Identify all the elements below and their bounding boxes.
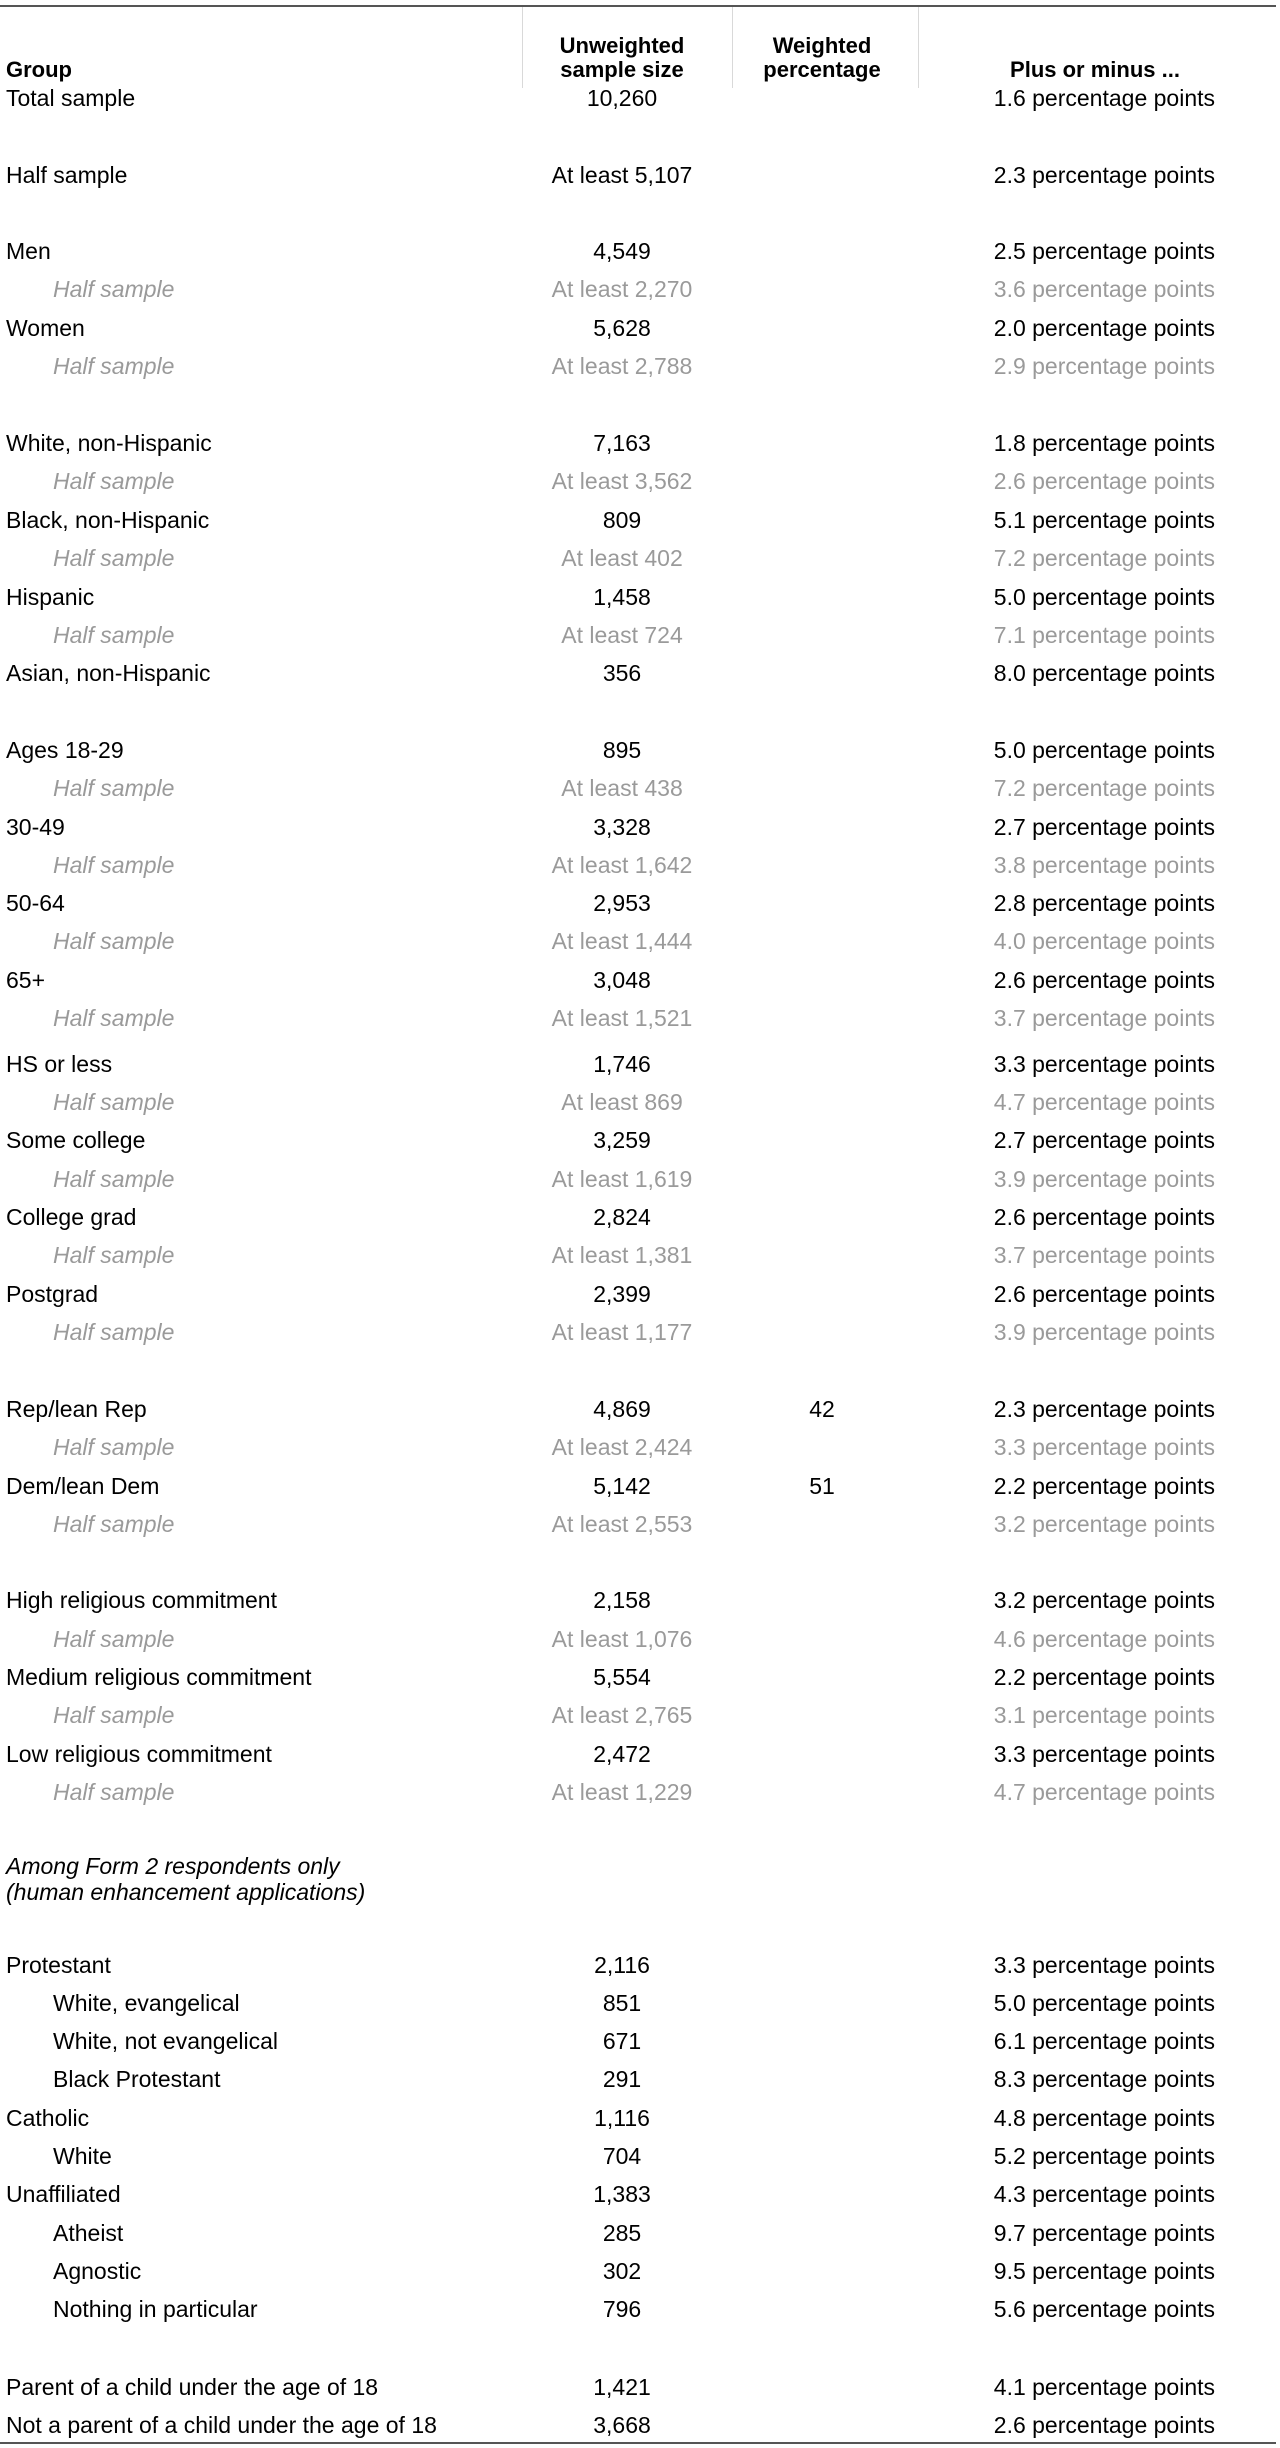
table-row (0, 347, 1276, 385)
margin-of-error-cell: 4.6 percentage points (993, 1626, 1215, 1652)
margin-of-error-cell: 8.0 percentage points (993, 660, 1215, 686)
margin-of-error-cell: 3.3 percentage points (993, 1434, 1215, 1460)
sample-size-cell: At least 3,562 (551, 468, 693, 494)
margin-of-error-cell: 2.0 percentage points (993, 315, 1215, 341)
table-row (0, 501, 1276, 539)
sample-size-cell: 2,399 (593, 1281, 651, 1307)
table-row (0, 1275, 1276, 1313)
sample-size-cell: 291 (602, 2066, 642, 2092)
margin-of-error-cell: 2.7 percentage points (993, 814, 1215, 840)
group-cell: Half sample (53, 928, 175, 954)
table-row (0, 2214, 1276, 2252)
header-group (6, 30, 306, 82)
group-cell: 65+ (6, 967, 46, 993)
group-cell: 50-64 (6, 890, 65, 916)
margin-of-error-cell: 1.8 percentage points (993, 430, 1215, 456)
margin-of-error-cell: 9.5 percentage points (993, 2258, 1215, 2284)
table-row (0, 1505, 1276, 1543)
sample-size-cell: 796 (602, 2296, 642, 2322)
sample-size-cell: 809 (602, 507, 642, 533)
header-unweighted-line2: sample size (560, 57, 684, 82)
group-cell: Half sample (53, 1319, 175, 1345)
margin-of-error-cell: 2.3 percentage points (993, 162, 1215, 188)
margin-of-error-cell: 6.1 percentage points (993, 2028, 1215, 2054)
margin-of-error-cell: 5.0 percentage points (993, 1990, 1215, 2016)
sample-size-cell: 1,116 (594, 2105, 650, 2131)
sample-size-cell: 5,554 (593, 1664, 651, 1690)
sample-size-cell: At least 1,076 (551, 1626, 693, 1652)
table-row (0, 539, 1276, 577)
table-row (0, 616, 1276, 654)
group-cell: White, non-Hispanic (6, 430, 212, 456)
sample-size-cell: 1,383 (593, 2181, 651, 2207)
table-row (0, 1735, 1276, 1773)
group-cell: Parent of a child under the age of 18 (6, 2374, 379, 2400)
margin-of-error-cell: 2.6 percentage points (993, 468, 1215, 494)
group-cell: Black Protestant (53, 2066, 221, 2092)
header-unweighted-line1: Unweighted (559, 33, 685, 58)
weighted-pct-cell: 42 (809, 1396, 835, 1422)
sample-size-cell: At least 869 (561, 1089, 683, 1115)
sample-size-cell: At least 5,107 (551, 162, 693, 188)
group-cell: Women (6, 315, 85, 341)
table-row (0, 2290, 1276, 2328)
weighted-pct-cell: 51 (809, 1473, 835, 1499)
margin-of-error-cell: 4.7 percentage points (993, 1089, 1215, 1115)
table-row (0, 1236, 1276, 1274)
sample-size-cell: 3,668 (593, 2412, 651, 2438)
form2-note (6, 1853, 365, 1905)
margin-of-error-cell: 2.8 percentage points (993, 890, 1215, 916)
margin-of-error-cell: 5.0 percentage points (993, 737, 1215, 763)
sample-size-cell: At least 1,444 (551, 928, 693, 954)
margin-of-error-cell: 4.3 percentage points (993, 2181, 1215, 2207)
table-row (0, 1121, 1276, 1159)
margin-of-error-cell: 7.1 percentage points (993, 622, 1215, 648)
table-row (0, 1390, 1276, 1428)
margin-of-error-cell: 2.9 percentage points (993, 353, 1215, 379)
margin-of-error-cell: 7.2 percentage points (993, 545, 1215, 571)
margin-of-error-cell: 2.6 percentage points (993, 1204, 1215, 1230)
table-row (0, 1773, 1276, 1811)
header-unweighted-sample-size (504, 30, 740, 82)
margin-of-error-cell: 4.7 percentage points (993, 1779, 1215, 1805)
group-cell: Agnostic (53, 2258, 142, 2284)
group-cell: 30-49 (6, 814, 65, 840)
margin-of-error-cell: 2.7 percentage points (993, 1127, 1215, 1153)
group-cell: Half sample (53, 1166, 175, 1192)
header-weighted-line1: Weighted (772, 33, 872, 58)
sample-size-cell: At least 1,381 (551, 1242, 693, 1268)
group-cell: Half sample (53, 276, 175, 302)
group-cell: Atheist (53, 2220, 124, 2246)
table-row (0, 424, 1276, 462)
table-row (0, 2022, 1276, 2060)
sample-size-cell: 10,260 (586, 85, 658, 111)
group-cell: Dem/lean Dem (6, 1473, 160, 1499)
table-row (0, 2368, 1276, 2406)
table-top-rule (0, 5, 1276, 7)
table-row (0, 462, 1276, 500)
table-row (0, 2406, 1276, 2444)
sample-size-cell: 7,163 (593, 430, 651, 456)
group-cell: Half sample (53, 1626, 175, 1652)
sample-size-cell: At least 402 (561, 545, 683, 571)
margin-of-error-cell: 5.2 percentage points (993, 2143, 1215, 2169)
form2-note-line1: Among Form 2 respondents only (6, 1853, 340, 1879)
margin-of-error-cell: 2.6 percentage points (993, 967, 1215, 993)
sample-size-cell: At least 2,553 (551, 1511, 693, 1537)
sample-size-cell: At least 2,424 (551, 1434, 693, 1460)
table-row (0, 961, 1276, 999)
group-cell: Half sample (53, 1511, 175, 1537)
table-row (0, 808, 1276, 846)
sample-size-cell: 1,458 (593, 584, 651, 610)
group-cell: Half sample (53, 468, 175, 494)
group-cell: Rep/lean Rep (6, 1396, 147, 1422)
group-cell: Protestant (6, 1952, 111, 1978)
group-cell: Black, non-Hispanic (6, 507, 210, 533)
group-cell: Unaffiliated (6, 2181, 121, 2207)
sample-size-cell: 285 (602, 2220, 642, 2246)
sample-size-cell: 1,746 (593, 1051, 651, 1077)
table-row (0, 1696, 1276, 1734)
form2-note-line2: (human enhancement applications) (6, 1879, 366, 1905)
margin-of-error-cell: 7.2 percentage points (993, 775, 1215, 801)
header-group-label: Group (6, 57, 72, 82)
table-row (0, 2252, 1276, 2290)
header-weighted-percentage (731, 30, 913, 82)
sample-size-cell: 4,869 (593, 1396, 651, 1422)
table-row (0, 309, 1276, 347)
margin-of-error-cell: 2.3 percentage points (993, 1396, 1215, 1422)
group-cell: Low religious commitment (6, 1741, 272, 1767)
group-cell: Nothing in particular (53, 2296, 258, 2322)
margin-of-error-cell: 8.3 percentage points (993, 2066, 1215, 2092)
table-row (0, 578, 1276, 616)
margin-of-error-cell: 2.2 percentage points (993, 1473, 1215, 1499)
margin-of-error-cell: 2.5 percentage points (993, 238, 1215, 264)
sample-size-cell: 2,824 (593, 1204, 651, 1230)
group-cell: Half sample (53, 545, 175, 571)
margin-of-error-cell: 3.3 percentage points (993, 1741, 1215, 1767)
group-cell: Half sample (53, 1779, 175, 1805)
group-cell: Half sample (6, 162, 128, 188)
group-cell: Half sample (53, 1005, 175, 1031)
group-cell: Total sample (6, 85, 136, 111)
margin-of-error-cell: 3.2 percentage points (993, 1587, 1215, 1613)
table-row (0, 1428, 1276, 1466)
sample-size-cell: 356 (602, 660, 642, 686)
table-row (0, 1581, 1276, 1619)
table-row (0, 1045, 1276, 1083)
table-row (0, 156, 1276, 194)
table-row (0, 731, 1276, 769)
table-row (0, 270, 1276, 308)
table-row (0, 1083, 1276, 1121)
group-cell: High religious commitment (6, 1587, 277, 1613)
margin-of-error-cell: 3.3 percentage points (993, 1051, 1215, 1077)
group-cell: Half sample (53, 852, 175, 878)
group-cell: Half sample (53, 1702, 175, 1728)
margin-of-error-cell: 2.2 percentage points (993, 1664, 1215, 1690)
sample-size-cell: 2,953 (593, 890, 651, 916)
header-plus-or-minus (915, 30, 1275, 82)
margin-of-error-cell: 4.1 percentage points (993, 2374, 1215, 2400)
table-row (0, 1620, 1276, 1658)
margin-of-error-cell: 9.7 percentage points (993, 2220, 1215, 2246)
table-row (0, 1658, 1276, 1696)
table-row (0, 1946, 1276, 1984)
margin-of-error-cell: 3.1 percentage points (993, 1702, 1215, 1728)
table-row (0, 769, 1276, 807)
table-row (0, 654, 1276, 692)
sample-size-cell: At least 2,765 (551, 1702, 693, 1728)
margin-of-error-cell: 3.7 percentage points (993, 1005, 1215, 1031)
group-cell: White (53, 2143, 112, 2169)
group-cell: Some college (6, 1127, 146, 1153)
group-cell: White, evangelical (53, 1990, 240, 2016)
table-row (0, 999, 1276, 1037)
margin-of-error-cell: 3.9 percentage points (993, 1166, 1215, 1192)
group-cell: Ages 18-29 (6, 737, 124, 763)
sample-size-cell: At least 1,642 (551, 852, 693, 878)
margin-of-error-cell: 5.6 percentage points (993, 2296, 1215, 2322)
table-row (0, 1160, 1276, 1198)
sample-size-cell: 851 (602, 1990, 642, 2016)
group-cell: Not a parent of a child under the age of 18 (6, 2412, 437, 2438)
margin-of-error-cell: 3.6 percentage points (993, 276, 1215, 302)
group-cell: Half sample (53, 353, 175, 379)
sample-size-cell: 704 (602, 2143, 642, 2169)
margin-of-error-cell: 3.9 percentage points (993, 1319, 1215, 1345)
table-row (0, 1198, 1276, 1236)
table-row (0, 1984, 1276, 2022)
sample-size-cell: 2,116 (594, 1952, 650, 1978)
sample-size-cell: 3,259 (593, 1127, 651, 1153)
sample-size-cell: 4,549 (593, 238, 651, 264)
group-cell: White, not evangelical (53, 2028, 279, 2054)
margin-of-error-cell: 2.6 percentage points (993, 2412, 1215, 2438)
group-cell: Catholic (6, 2105, 90, 2131)
margin-of-error-cell: 3.7 percentage points (993, 1242, 1215, 1268)
table-row (0, 2175, 1276, 2213)
sample-size-cell: 2,472 (593, 1741, 651, 1767)
margin-of-error-cell: 3.2 percentage points (993, 1511, 1215, 1537)
sample-size-cell: 671 (602, 2028, 642, 2054)
group-cell: Postgrad (6, 1281, 99, 1307)
sample-size-cell: At least 2,270 (551, 276, 693, 302)
sample-size-cell: 302 (602, 2258, 642, 2284)
sample-size-cell: At least 438 (561, 775, 683, 801)
group-cell: HS or less (6, 1051, 113, 1077)
table-row (0, 884, 1276, 922)
sample-size-cell: 3,048 (593, 967, 651, 993)
table-row (0, 2099, 1276, 2137)
margin-of-error-cell: 5.0 percentage points (993, 584, 1215, 610)
table-row (0, 2060, 1276, 2098)
sample-size-cell: 5,628 (593, 315, 651, 341)
header-weighted-line2: percentage (763, 57, 881, 82)
header-plus-minus-label: Plus or minus ... (1010, 57, 1180, 82)
table-row (0, 1313, 1276, 1351)
margin-of-error-cell: 2.6 percentage points (993, 1281, 1215, 1307)
group-cell: Half sample (53, 1434, 175, 1460)
group-cell: Half sample (53, 775, 175, 801)
sample-size-cell: At least 1,521 (551, 1005, 693, 1031)
group-cell: Medium religious commitment (6, 1664, 312, 1690)
table-row (0, 232, 1276, 270)
margin-of-error-cell: 3.8 percentage points (993, 852, 1215, 878)
table-row (0, 2137, 1276, 2175)
table-row (0, 846, 1276, 884)
group-cell: Half sample (53, 1089, 175, 1115)
group-cell: Half sample (53, 622, 175, 648)
sample-size-cell: 895 (602, 737, 642, 763)
group-cell: College grad (6, 1204, 137, 1230)
margin-of-error-cell: 1.6 percentage points (993, 85, 1215, 111)
table-row (0, 922, 1276, 960)
sample-size-cell: At least 1,177 (551, 1319, 693, 1345)
sample-size-cell: 3,328 (593, 814, 651, 840)
table-row (0, 79, 1276, 117)
margin-of-error-cell: 4.0 percentage points (993, 928, 1215, 954)
group-cell: Hispanic (6, 584, 95, 610)
table-bottom-rule (0, 2442, 1276, 2444)
group-cell: Asian, non-Hispanic (6, 660, 211, 686)
sample-size-cell: 1,421 (593, 2374, 651, 2400)
margin-of-error-cell: 4.8 percentage points (993, 2105, 1215, 2131)
sample-size-cell: At least 2,788 (551, 353, 693, 379)
sample-size-cell: At least 1,619 (551, 1166, 693, 1192)
sample-size-cell: 5,142 (593, 1473, 651, 1499)
margin-of-error-cell: 5.1 percentage points (993, 507, 1215, 533)
sample-size-cell: 2,158 (593, 1587, 651, 1613)
sample-size-cell: At least 1,229 (551, 1779, 693, 1805)
group-cell: Half sample (53, 1242, 175, 1268)
table-row (0, 1467, 1276, 1505)
sample-size-cell: At least 724 (561, 622, 683, 648)
margin-of-error-cell: 3.3 percentage points (993, 1952, 1215, 1978)
group-cell: Men (6, 238, 51, 264)
